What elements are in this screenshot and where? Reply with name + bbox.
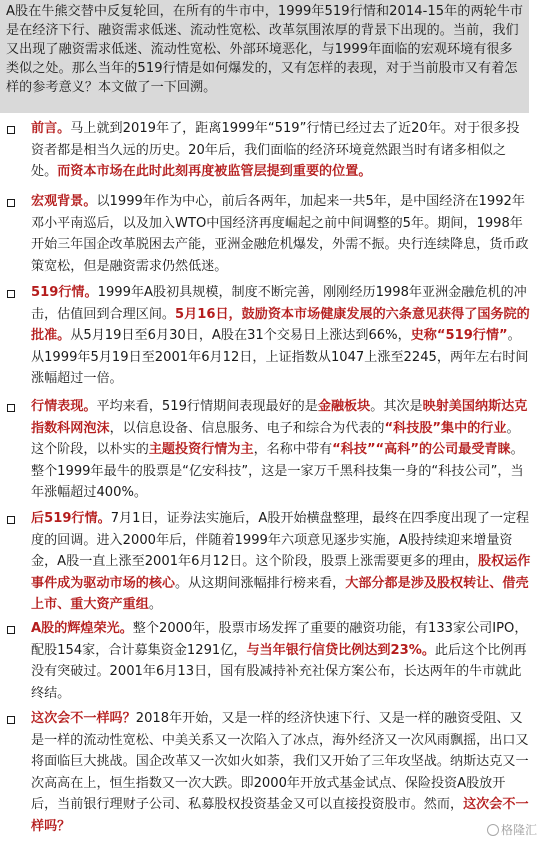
summary-text: A股在牛熊交替中反复轮回，在所有的牛市中，1999年519行情和2014-15年的两轮牛市是在经济下行、融资需求低迷、流动性宽松、改革氛围浓厚的背景下出现的。当前，我们又出现了融资需求低迷、流动性宽松、外部环境恶化，与1999年面临的宏观环境有很多类似之处。那么当年的519行情是如何爆发的，又有怎样的表现，对于当前股市又有着怎样的参考意义？本文做了一下回溯。: [6, 4, 524, 95]
item-text: [31, 618, 531, 704]
square-bullet-icon: [7, 404, 15, 412]
item-text: [31, 708, 531, 837]
item-highlight: 大部分都是涉及股权转让、借壳上市、重大资产重组: [31, 575, 529, 612]
square-bullet-icon: [7, 626, 15, 634]
item-highlight: “科技”“高科”的公司最受青睐: [332, 442, 511, 457]
item-heading: A股的辉煌荣光。: [31, 621, 133, 636]
item-highlight: 主题投资行情为主: [148, 442, 254, 457]
item-segment: 1999年A股初具规模，制度不断完善，刚刚经历1998年亚洲金融危机的冲击，估值回到合理区间。: [31, 285, 527, 322]
item-segment: 7月1日，证券法实施后，A股开始横盘整理，最终在四季度出现了一定程度的回调。进入2000年后，伴随着1999年六项意见逐步实施，A股持续迎来增量资金，A股一直上涨至2001年6月12日。这个阶段，股票上涨需要更多的理由，: [31, 511, 530, 569]
item-text: [31, 282, 531, 390]
item-highlight: 这次会不一样吗？: [31, 797, 529, 834]
item-segment: 平均来看，519行情期间表现最好的是: [96, 399, 318, 414]
item-segment: 。从1999年5月19日至2001年6月12日，上证指数从1047上涨至2245，两年左右时间涨幅超过一倍。: [31, 328, 529, 386]
item-text: [31, 396, 531, 504]
summary-box: [0, 0, 529, 113]
gelonghui-logo-icon: [487, 824, 499, 836]
item-heading: 宏观背景。: [31, 194, 97, 209]
square-bullet-icon: [7, 716, 15, 724]
item-highlight: 与当年银行信贷比例达到23%。: [246, 642, 435, 658]
item-segment: 以1999年作为中心，前后各两年，加起来一共5年，是中国经济在1992年邓小平南巡后，以及加入WTO中国经济再度崛起之前中间调整的5年。期间，1998年开始三年国企改革脱困去产能，亚洲金融危机爆发，外需不振。央行连续降息，货币政策宽松，但是融资需求仍然低迷。: [31, 194, 529, 274]
item-heading: 行情表现。: [31, 399, 97, 414]
item-segment: ，以信息设备、信息服务、电子和综合为代表的: [109, 420, 385, 436]
watermark: [487, 821, 537, 838]
item-heading: 后519行情。: [31, 511, 111, 526]
item-segment: 。这个阶段，以朴实的: [31, 420, 520, 457]
square-bullet-icon: [7, 516, 15, 524]
square-bullet-icon: [7, 290, 15, 298]
item-segment: 整个2000年，股票市场发挥了重要的融资功能，有133家公司IPO，配股154家，合计募集资金1291亿，: [31, 621, 528, 658]
item-segment: 从5月19日至6月30日，A股在31个交易日上涨达到66%，: [70, 328, 411, 343]
item-segment: 2018年开始，又是一样的经济快速下行、又是一样的融资受阻、又是一样的流动性宽松、中美关系又一次陷入了冰点，海外经济又一次风雨飘摇，出口又将面临巨大挑战。国企改革又一次如火如荼，我们又开始了三年攻坚战。纳斯达克又一次高高在上，恒生指数又一次大跌。即2000年开放式基金试点、保险投资A股放开后，当前银行理财子公司、私募股权投资基金又可以直接投资股市。然而，: [31, 711, 529, 812]
item-segment: 。从这期间涨幅排行榜来看，: [175, 575, 346, 591]
item-segment: 。整个1999年最牛的股票是“亿安科技”，这是一家万千黑科技集一身的“科技公司”，当年涨幅超过400%。: [31, 442, 524, 500]
item-heading: 前言。: [31, 121, 71, 136]
watermark-text: 格隆汇: [500, 823, 537, 837]
item-segment: 。: [148, 597, 162, 612]
item-segment: 。其次是: [370, 399, 423, 414]
item-heading: 这次会不一样吗？: [31, 711, 136, 726]
item-text: [31, 508, 531, 616]
item-highlight: 映射美国纳斯达克指数科网泡沫: [31, 399, 528, 436]
item-highlight: 股权运作事件成为驱动市场的核心: [31, 554, 531, 591]
square-bullet-icon: [7, 126, 15, 134]
item-text: [31, 118, 531, 183]
item-segment: 此后这个比例再没有突破过。2001年6月13日，国有股减持补充社保方案公布，长达两年的牛市就此终结。: [31, 642, 527, 701]
item-highlight: “科技股”集中的行业: [384, 420, 507, 436]
item-highlight: 而资本市场在此时此刻再度被监管层提到重要的位置。: [57, 164, 372, 179]
item-highlight: 5月16日，鼓励资本市场健康发展的六条意见获得了国务院的批准。: [31, 306, 530, 343]
item-segment: 马上就到2019年了，距离1999年“519”行情已经过去了近20年。对于很多投资者都是相当久远的历史。20年后，我们面临的经济环境竟然跟当时有诸多相似之处。: [31, 121, 520, 179]
square-bullet-icon: [7, 199, 15, 207]
item-segment: ，名称中带有: [253, 442, 333, 457]
item-highlight: 史称“519行情”: [410, 328, 508, 343]
item-text: [31, 191, 531, 277]
item-highlight: 金融板块: [317, 399, 371, 414]
item-heading: 519行情。: [31, 285, 98, 300]
